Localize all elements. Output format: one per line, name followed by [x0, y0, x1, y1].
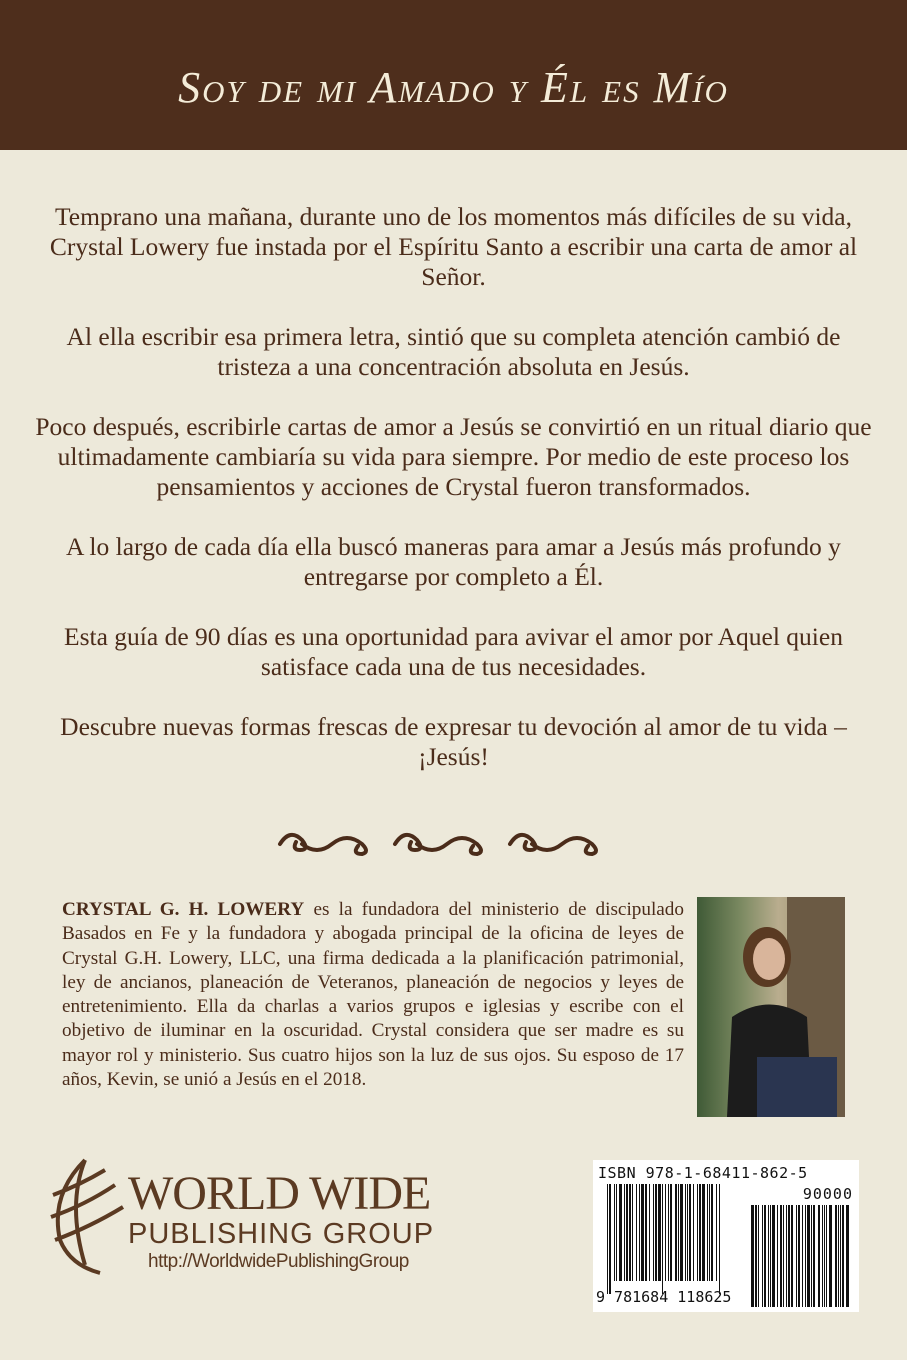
blurb-paragraph: Descubre nuevas formas frescas de expresar tu devoción al amor de tu vida – ¡Jesús!	[60, 712, 847, 771]
isbn-barcode	[593, 1160, 859, 1312]
barcode-bar	[813, 1205, 815, 1307]
author-name: CRYSTAL G. H. LOWERY	[62, 899, 305, 920]
barcode-bar	[702, 1184, 705, 1281]
blurb-paragraph: Poco después, escribirle cartas de amor a Jesús se convirtió en un ritual diario que ultimadamente cambiaría su vida para siempre. Por medio de este proceso los pensamientos y acciones de Crystal fueron transformados.	[35, 412, 872, 501]
barcode-bar	[632, 1184, 633, 1281]
barcode-bar	[835, 1205, 837, 1307]
barcode-bar	[770, 1205, 771, 1307]
isbn-text: ISBN 978-1-68411-862-5	[598, 1164, 808, 1182]
barcode-bar	[624, 1184, 625, 1281]
barcode-bar	[818, 1205, 820, 1307]
barcode-bar	[846, 1205, 849, 1307]
scroll-ornament-icon	[275, 822, 635, 862]
barcode-bar	[680, 1184, 683, 1281]
barcode-bar	[687, 1184, 688, 1281]
blurb-paragraph: Al ella escribir esa primera letra, sintió que su completa atención cambió de tristeza a una concentración absoluta en Jesús.	[66, 322, 841, 381]
barcode-bar	[772, 1205, 775, 1307]
barcode-bar	[764, 1205, 766, 1307]
bio-text: es la fundadora del ministerio de discipulado Basados en Fe y la fundadora y abogada principal de la oficina de leyes de Crystal G.H. Lowery, LLC, una firma dedicada a la planificación patrimonial, ley de ancianos, planeación de Veteranos, planeación de negocios y leyes de entretenimiento. Ella da charlas a varios grupos e iglesias y escribe con el objetivo de iluminar en la oscuridad. Crystal considera que ser madre es su mayor rol y ministerio. Sus cuatro hijos son la luz de sus ojos. Su esposo de 17 años, Kevin, se unió a Jesús en el 2018.	[62, 899, 684, 1091]
barcode-bar	[689, 1184, 691, 1281]
barcode-bar	[614, 1184, 615, 1281]
barcode-bar	[829, 1205, 832, 1307]
barcode-bar	[786, 1205, 787, 1307]
barcode-bar	[609, 1184, 611, 1294]
barcode-bar	[670, 1184, 672, 1281]
barcode-bar	[665, 1184, 666, 1281]
barcode-bar	[758, 1205, 759, 1307]
barcode-bar	[653, 1184, 654, 1281]
barcode-bar	[645, 1184, 647, 1281]
globe-logo-icon	[45, 1155, 130, 1280]
blurb-paragraph: Esta guía de 90 días es una oportunidad para avivar el amor por Aquel quien satisface cada una de tus necesidades.	[64, 622, 843, 681]
barcode-bar	[639, 1184, 640, 1281]
barcode-bar	[649, 1184, 650, 1281]
back-cover-blurb	[30, 202, 877, 802]
barcode-bar	[709, 1184, 710, 1281]
barcode-bar	[798, 1205, 800, 1307]
blurb-paragraph: Temprano una mañana, durante uno de los momentos más difíciles de su vida, Crystal Lowery fue instada por el Espíritu Santo a escribir una carta de amor al Señor.	[49, 202, 858, 291]
barcode-bar	[655, 1184, 657, 1281]
barcode-digits: 9 781684 118625	[596, 1288, 732, 1306]
barcode-bar	[699, 1184, 701, 1281]
barcode-bar	[716, 1184, 717, 1281]
barcode-bar	[791, 1205, 793, 1307]
barcode-bar	[840, 1205, 841, 1307]
barcode-bar	[707, 1184, 708, 1281]
barcode-bar	[802, 1205, 803, 1307]
barcode-bar	[777, 1205, 778, 1307]
publisher-url: http://WorldwidePublishingGroup	[148, 1251, 409, 1272]
barcode-bar	[755, 1205, 757, 1307]
blurb-paragraph: A lo largo de cada día ella buscó maneras para amar a Jesús más profundo y entregarse por completo a Él.	[66, 532, 841, 591]
barcode-bar	[824, 1205, 825, 1307]
publisher-name: WORLD WIDE	[128, 1167, 431, 1220]
barcode-bar	[711, 1184, 713, 1281]
book-title: Soy de mi Amado y Él es Mío	[178, 63, 729, 112]
barcode-bar	[697, 1184, 698, 1281]
barcode-bar	[675, 1184, 677, 1281]
barcode-bar	[796, 1205, 797, 1307]
barcode-bar	[626, 1184, 628, 1281]
barcode-bar	[678, 1184, 679, 1281]
barcode-bar	[826, 1205, 827, 1307]
publisher-subtitle: PUBLISHING GROUP	[128, 1218, 435, 1250]
barcode-bar	[780, 1205, 782, 1307]
barcode-bar	[668, 1184, 669, 1281]
barcode-bar	[762, 1205, 763, 1307]
author-photo	[697, 897, 845, 1117]
barcode-bar	[685, 1184, 686, 1281]
barcode-bar	[768, 1205, 769, 1307]
barcode-bar	[619, 1184, 622, 1281]
barcode-bar	[662, 1184, 663, 1294]
barcode-bar	[607, 1184, 608, 1294]
barcode-bar	[783, 1205, 784, 1307]
barcode-bar	[629, 1184, 631, 1281]
barcode-bar	[616, 1184, 617, 1281]
barcode-bar	[751, 1205, 754, 1307]
title-banner	[0, 0, 907, 150]
barcode-bar	[636, 1184, 637, 1281]
barcode-bar	[805, 1205, 806, 1307]
barcode-bar	[693, 1184, 694, 1281]
barcode-bar	[838, 1205, 839, 1307]
barcode-bar	[842, 1205, 844, 1307]
author-bio	[62, 898, 684, 1092]
barcode-bar	[822, 1205, 823, 1307]
barcode-bar	[641, 1184, 644, 1281]
barcode-bar	[807, 1205, 810, 1307]
price-addon: 90000	[802, 1185, 853, 1203]
barcode-bar	[658, 1184, 661, 1281]
barcode-bar	[788, 1205, 790, 1307]
barcode-bar	[811, 1205, 812, 1307]
barcode-bar	[719, 1184, 720, 1294]
